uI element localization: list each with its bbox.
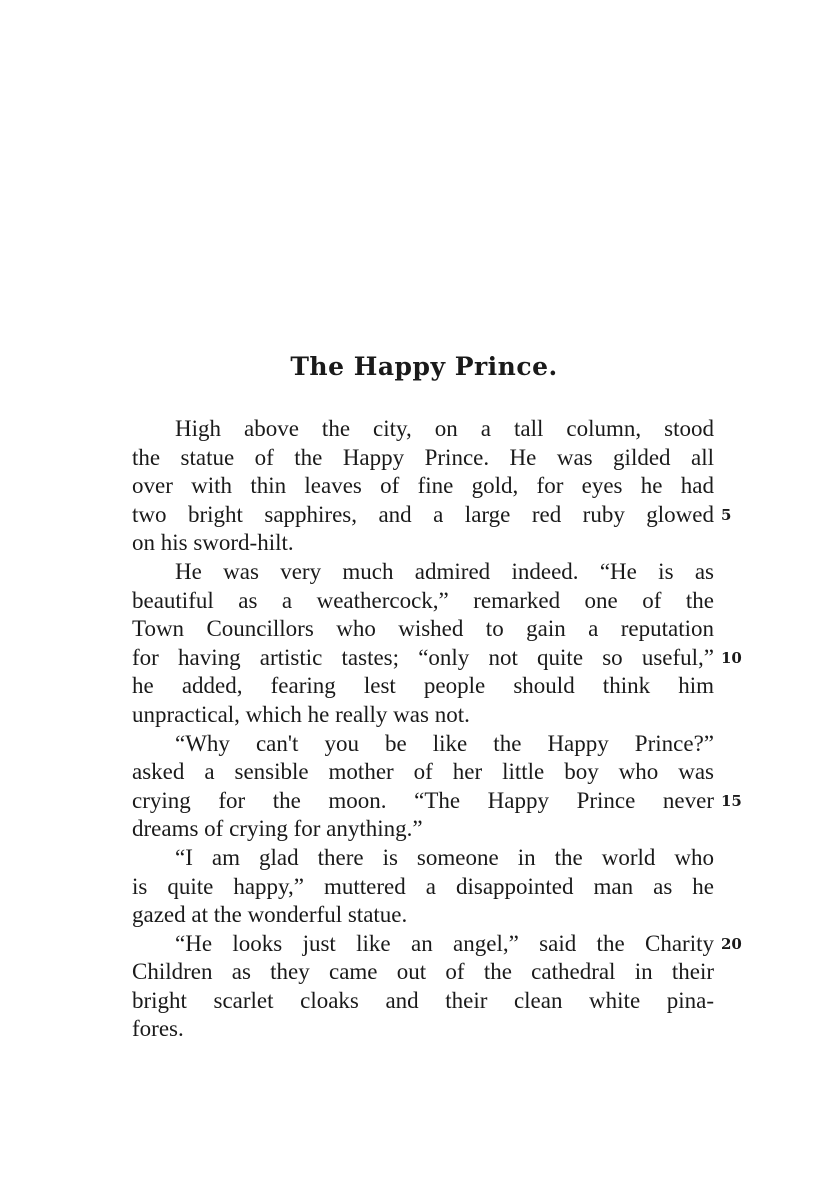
- text-line: dreams of crying for anything.”: [132, 816, 423, 842]
- text-line: crying for the moon. “The Happy Prince never: [132, 787, 714, 813]
- text-line: he added, fearing lest people should think him: [132, 673, 714, 699]
- text-line: the statue of the Happy Prince. He was gilded all: [132, 444, 714, 470]
- text-line: beautiful as a weathercock,” remarked one of the: [132, 587, 714, 613]
- text-line: two bright sapphires, and a large red ruby glowed: [132, 501, 714, 527]
- text-line: on his sword-hilt.: [132, 530, 294, 556]
- text-line: “Why can't you be like the Happy Prince?”: [175, 730, 714, 756]
- text-line: Town Councillors who wished to gain a reputation: [132, 616, 714, 642]
- line-number-marker: 5: [721, 506, 732, 524]
- text-line: “He looks just like an angel,” said the Charity: [175, 930, 714, 956]
- line-number-marker: 15: [721, 792, 742, 810]
- text-line: over with thin leaves of fine gold, for eyes he had: [132, 473, 714, 499]
- line-number-marker: 20: [721, 935, 742, 953]
- text-line: High above the city, on a tall column, stood: [175, 416, 714, 441]
- text-line: gazed at the wonderful statue.: [132, 902, 408, 928]
- body-text: [132, 415, 714, 1044]
- text-line: for having artistic tastes; “only not quite so useful,”: [132, 644, 714, 670]
- line-number-marker: 10: [721, 649, 742, 667]
- text-line: He was very much admired indeed. “He is as: [175, 558, 714, 584]
- chapter-title: The Happy Prince.: [290, 352, 558, 381]
- text-line: is quite happy,” muttered a disappointed man as he: [132, 873, 714, 899]
- text-line: bright scarlet cloaks and their clean white pina-: [132, 987, 714, 1013]
- text-line: “I am glad there is someone in the world who: [175, 844, 714, 870]
- text-line: Children as they came out of the cathedral in their: [132, 959, 714, 985]
- text-line: fores.: [132, 1016, 184, 1042]
- text-line: unpractical, which he really was not.: [132, 701, 470, 727]
- text-line: asked a sensible mother of her little boy who was: [132, 759, 714, 785]
